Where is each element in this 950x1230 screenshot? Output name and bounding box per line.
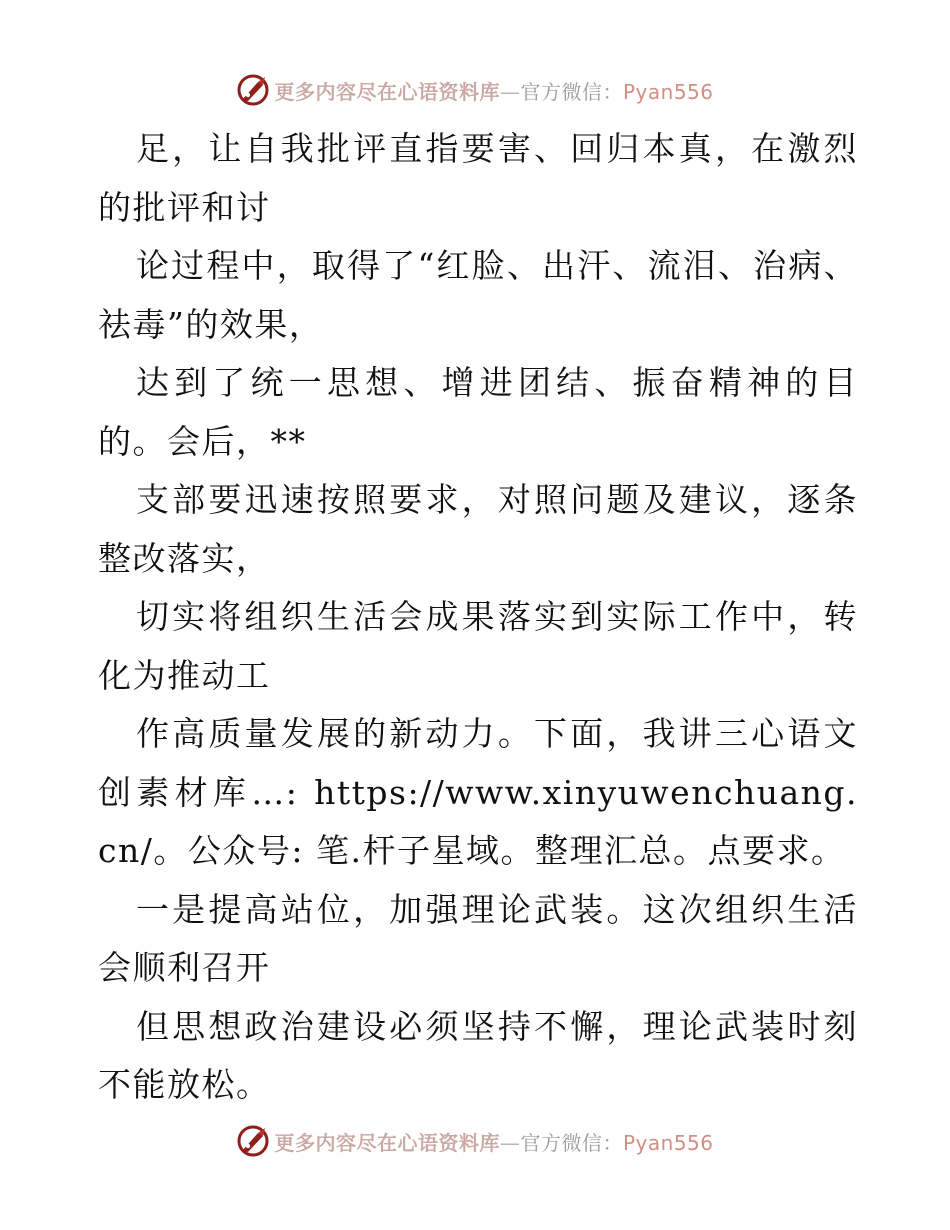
- watermark-id: Pyan556: [622, 79, 714, 104]
- watermark-brand: 更多内容尽在心语资料库: [274, 79, 500, 104]
- paragraph: 切实将组织生活会成果落实到实际工作中，转化为推动工: [98, 597, 858, 695]
- watermark-id: Pyan556: [622, 1130, 714, 1155]
- paragraph: 论过程中，取得了“红脸、出汗、流泪、治病、祛毒”的效果，: [98, 246, 858, 344]
- watermark-label: 官方微信：: [520, 1130, 623, 1155]
- footer-watermark: [0, 1121, 950, 1161]
- paragraph: 支部要迅速按照要求，对照问题及建议，逐条整改落实，: [98, 480, 858, 578]
- watermark-dash: —: [499, 79, 521, 104]
- quill-pen-seal-icon: [236, 73, 270, 107]
- header-watermark: [0, 70, 950, 110]
- paragraph: 一是提高站位，加强理论武装。这次组织生活会顺利召开: [98, 889, 858, 987]
- paragraph: 达到了统一思想、增进团结、振奋精神的目的。会后，**: [98, 363, 858, 461]
- document-body: [98, 120, 858, 1115]
- paragraph: 作高质量发展的新动力。下面，我讲三心语文创素材库…: https://www.xinyuwenchuang.cn/。公众号: 笔.杆子星域。整理汇总。点要求。: [98, 714, 858, 870]
- watermark-text: [274, 76, 713, 105]
- quill-pen-seal-icon: [236, 1124, 270, 1158]
- watermark-label: 官方微信：: [520, 79, 623, 104]
- watermark-text: [274, 1127, 713, 1156]
- watermark-dash: —: [499, 1130, 521, 1155]
- paragraph: 足，让自我批评直指要害、回归本真，在激烈的批评和讨: [98, 129, 858, 227]
- paragraph: 但思想政治建设必须坚持不懈，理论武装时刻不能放松。: [98, 1006, 858, 1104]
- watermark-brand: 更多内容尽在心语资料库: [274, 1130, 500, 1155]
